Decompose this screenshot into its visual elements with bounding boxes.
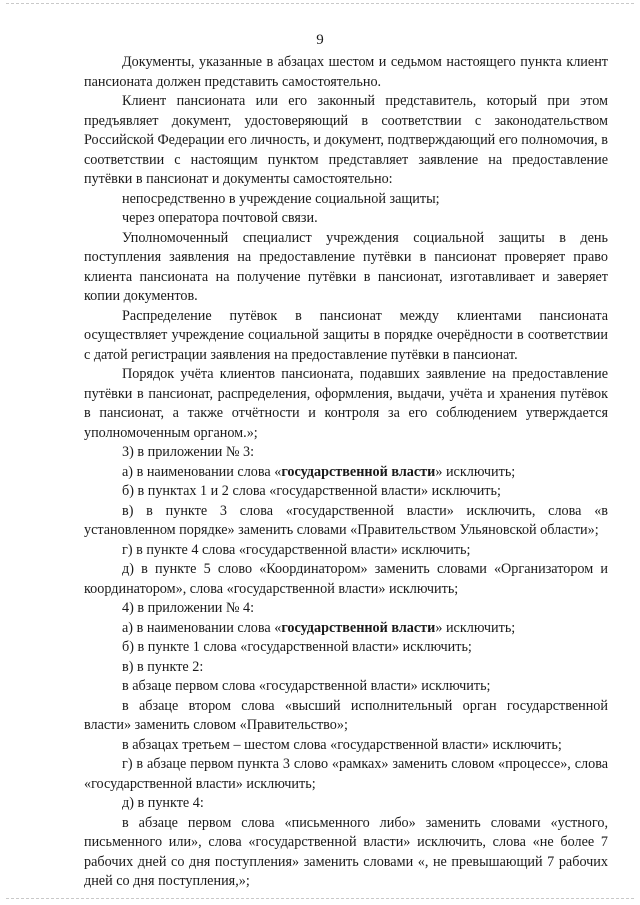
paragraph: через оператора почтовой связи. [122, 210, 318, 226]
paragraph-bold-text: государственной власти [281, 463, 436, 480]
paragraph: д) в пункте 5 слово «Координатором» заменить словами «Организатором и координатором», слова «государственной власти» исключить; [84, 561, 608, 597]
paragraph: в абзаце первом слова «письменного либо» заменить словами «устного, письменного или», слова «государственной власти» исключить, слова «не более 7 рабочих дней со дня поступления» заменить словами «, не превышающий 7 рабочих дней со дня поступления,»; [84, 814, 608, 889]
paragraph: в абзаце втором слова «высший исполнительный орган государственной власти» заменить словом «Правительство»; [84, 697, 608, 733]
scan-edge-top [6, 3, 634, 4]
paragraph-text: » исключить; [435, 463, 516, 480]
paragraph: в) в пункте 3 слова «государственной власти» исключить, слова «в установленном порядке» заменить словами «Правительством Ульяновской области»; [84, 502, 608, 538]
paragraph: 3) в приложении № 3: [122, 444, 255, 460]
paragraph [84, 619, 608, 639]
paragraph: Распределение путёвок в пансионат между клиентами пансионата осуществляет учреждение социальной защиты в порядке очерёдности в соответствии с датой регистрации заявления на предоставление путёвки в пансионат. [84, 307, 608, 363]
paragraph-text: а) в наименовании слова « [122, 463, 282, 480]
paragraph [84, 463, 608, 483]
paragraph: б) в пунктах 1 и 2 слова «государственной власти» исключить; [122, 483, 501, 499]
paragraph: Уполномоченный специалист учреждения социальной защиты в день поступления заявления на предоставление путёвки в пансионат проверяет право клиента пансионата на получение путёвки в пансионат, изготавливает и заверяет копии документов. [84, 229, 608, 304]
paragraph: Документы, указанные в абзацах шестом и седьмом настоящего пункта клиент пансионата должен представить самостоятельно. [84, 54, 608, 90]
paragraph: г) в пункте 4 слова «государственной власти» исключить; [122, 541, 471, 558]
page-number: 9 [316, 32, 324, 48]
paragraph: д) в пункте 4: [122, 795, 204, 811]
scan-edge-bottom [6, 898, 634, 899]
paragraph: в) в пункте 2: [122, 658, 204, 675]
paragraph: Порядок учёта клиентов пансионата, подавших заявление на предоставление путёвки в пансионат, распределения, оформления, выдачи, учёта и хранения путёвок в пансионат, а также отчётности и контроля за его соблюдением утверждается уполномоченным органом.»; [84, 366, 608, 441]
paragraph: г) в абзаце первом пункта 3 слово «рамках» заменить словом «процессе», слова «государственной власти» исключить; [84, 756, 608, 792]
paragraph: б) в пункте 1 слова «государственной власти» исключить; [122, 639, 472, 655]
paragraph-bold-text: государственной власти [281, 619, 436, 636]
paragraph: в абзацах третьем – шестом слова «государственной власти» исключить; [122, 736, 562, 753]
paragraph: Клиент пансионата или его законный представитель, который при этом предъявляет документ, удостоверяющий в соответствии с законодательством Российской Федерации его личность, и документ, подтверждающий его полномочия, в соответствии с настоящим пунктом представляет заявление на предоставление путёвки в пансионат и документы самостоятельно: [84, 93, 608, 187]
paragraph: в абзаце первом слова «государственной власти» исключить; [122, 678, 491, 694]
paragraph-text: а) в наименовании слова « [122, 619, 282, 636]
paragraph: непосредственно в учреждение социальной защиты; [122, 190, 440, 207]
paragraph-text: » исключить; [435, 619, 516, 636]
document-body [84, 53, 608, 892]
paragraph: 4) в приложении № 4: [122, 600, 255, 616]
